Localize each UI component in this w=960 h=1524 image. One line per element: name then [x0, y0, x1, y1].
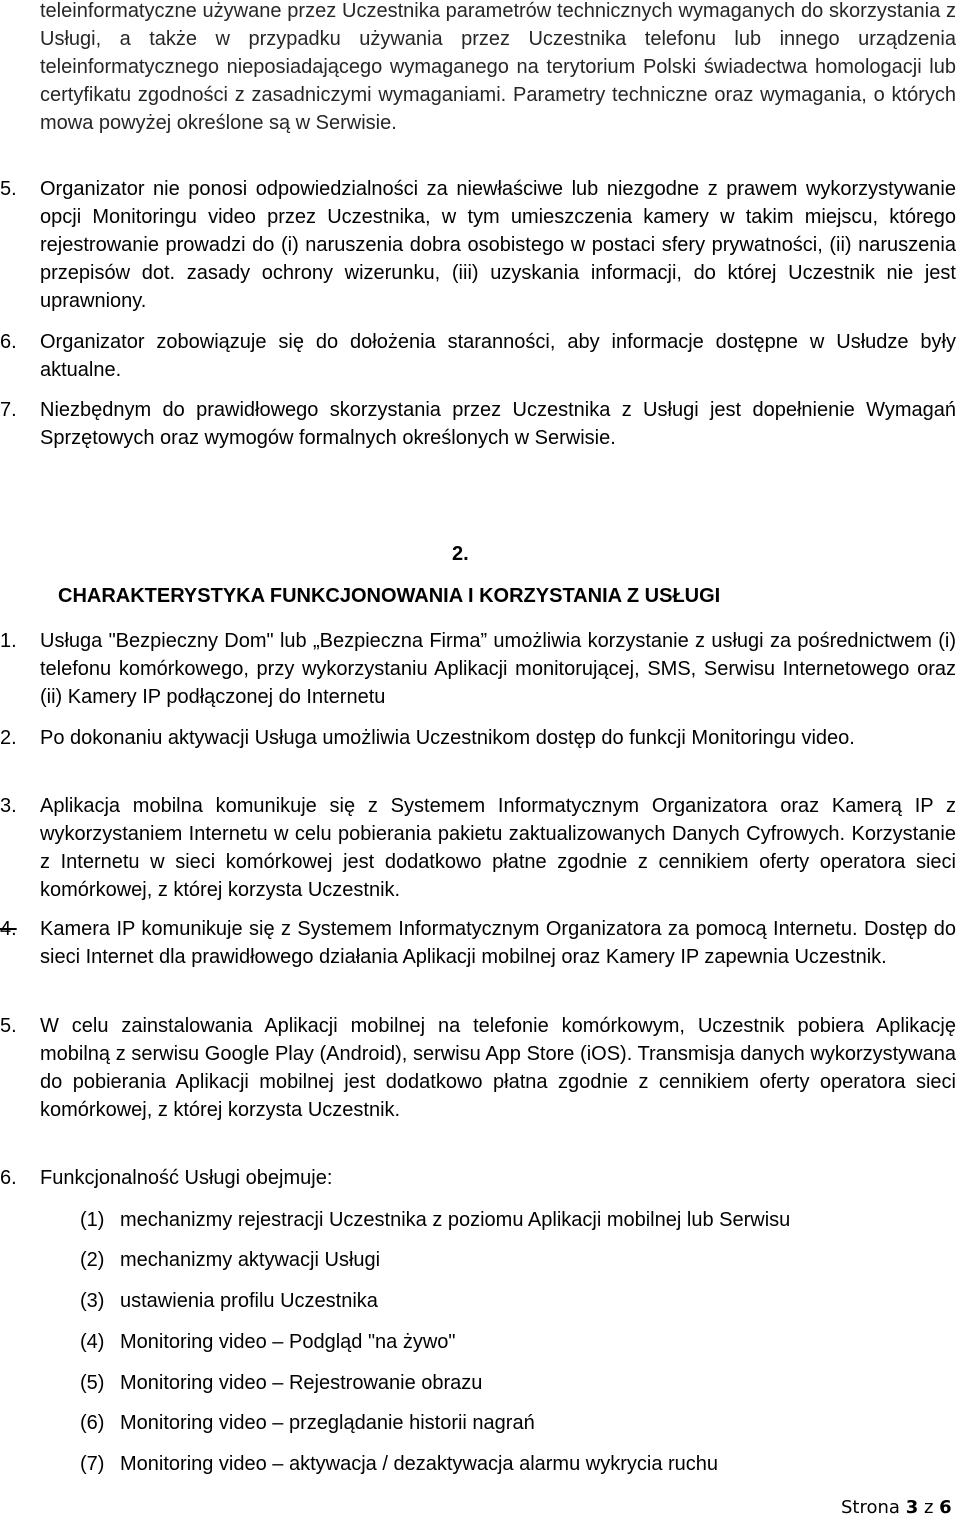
section-title: CHARAKTERYSTYKA FUNKCJONOWANIA I KORZYSTANIA Z USŁUGI [58, 585, 721, 607]
sub-list-item [80, 1369, 482, 1397]
item-number: 7. [0, 399, 17, 421]
footer-of: z [923, 1497, 934, 1518]
item-text: Kamera IP komunikuje się z Systemem Informatycznym Organizatora za pomocą Internetu. Dostęp do sieci Internet dla prawidłowego działania Aplikacji mobilnej oraz Kamery IP zapewnia Uczestnik. [40, 918, 956, 968]
item-text: Niezbędnym do prawidłowego skorzystania przez Uczestnika z Usługi jest dopełnienie Wymagań Sprzętowych oraz wymogów formalnych określonych w Serwisie. [40, 399, 956, 449]
item-number: 1. [0, 630, 17, 652]
item-text: W celu zainstalowania Aplikacji mobilnej na telefonie komórkowym, Uczestnik pobiera Aplikację mobilną z serwisu Google Play (Android), serwisu App Store (iOS). Transmisja danych wykorzystywana do pobierania Aplikacji mobilnej jest dodatkowo płatna zgodnie z cennikiem oferty operatora sieci komórkowej, z której korzysta Uczestnik. [40, 1015, 956, 1121]
item-number: 6. [0, 331, 17, 353]
sub-list-item [80, 1328, 456, 1356]
sub-item-text: Monitoring video – Podgląd "na żywo" [120, 1331, 456, 1353]
sub-item-text: Monitoring video – przeglądanie historii nagrań [120, 1412, 535, 1434]
item-number: 2. [0, 727, 17, 749]
item-text: Aplikacja mobilna komunikuje się z Systemem Informatycznym Organizatora oraz Kamerą IP z wykorzystaniem Internetu w celu pobierania pakietu zaktualizowanych Danych Cyfrowych. Korzystanie z Internetu w sieci komórkowej jest dodatkowo płatne zgodnie z cennikiem oferty operatora sieci komórkowej, z której korzysta Uczestnik. [40, 795, 956, 901]
item-number: 6. [0, 1167, 17, 1189]
sub-list-item [80, 1206, 790, 1234]
item-text: Organizator nie ponosi odpowiedzialności za niewłaściwe lub niezgodne z prawem wykorzystywanie opcji Monitoringu video przez Uczestnika, w tym umieszczenia kamery w takim miejscu, którego rejestrowanie prowadzi do (i) naruszenia dobra osobistego w postaci sfery prywatności, (ii) naruszenia przepisów dot. zasady ochrony wizerunku, (iii) uzyskania informacji, do której Uczestnik nie jest uprawniony. [40, 178, 956, 312]
sub-item-text: ustawienia profilu Uczestnika [120, 1290, 378, 1312]
sub-item-number: (6) [80, 1412, 105, 1434]
item-number: 5. [0, 178, 17, 200]
footer-total: 6 [939, 1497, 952, 1518]
sub-list-item [80, 1246, 380, 1274]
sub-item-text: mechanizmy rejestracji Uczestnika z poziomu Aplikacji mobilnej lub Serwisu [120, 1209, 791, 1231]
intro-paragraph: teleinformatyczne używane przez Uczestnika parametrów technicznych wymaganych do skorzystania z Usługi, a także w przypadku używania przez Uczestnika telefonu lub innego urządzenia teleinformatycznego nieposiadającego wymaganego na terytorium Polski świadectwa homologacji lub certyfikatu zgodności z zasadniczymi wymaganiami. Parametry techniczne oraz wymagania, o których mowa powyżej określone są w Serwisie. [40, 0, 956, 134]
sub-item-number: (1) [80, 1209, 105, 1231]
item-text: Funkcjonalność Usługi obejmuje: [40, 1167, 333, 1189]
sub-item-number: (5) [80, 1372, 105, 1394]
sub-item-text: mechanizmy aktywacji Usługi [120, 1249, 381, 1271]
footer-label: Strona [841, 1497, 900, 1518]
sub-list-item [80, 1450, 718, 1478]
item-number: 5. [0, 1015, 17, 1037]
sub-list-item [80, 1287, 378, 1315]
item-number: 3. [0, 795, 17, 817]
section-number: 2. [452, 543, 469, 565]
sub-list-item [80, 1409, 535, 1437]
item-text: Organizator zobowiązuje się do dołożenia staranności, aby informacje dostępne w Usłudze były aktualne. [40, 331, 956, 381]
page-footer [841, 1497, 952, 1519]
item-text: Usługa "Bezpieczny Dom" lub „Bezpieczna Firma” umożliwia korzystanie z usługi za pośrednictwem (i) telefonu komórkowego, przy wykorzystaniu Aplikacji monitorującej, SMS, Serwisu Internetowego oraz (ii) Kamery IP podłączonej do Internetu [40, 630, 956, 708]
sub-item-text: Monitoring video – Rejestrowanie obrazu [120, 1372, 483, 1394]
sub-item-number: (2) [80, 1249, 105, 1271]
sub-item-text: Monitoring video – aktywacja / dezaktywacja alarmu wykrycia ruchu [120, 1453, 719, 1475]
sub-item-number: (4) [80, 1331, 105, 1353]
sub-item-number: (7) [80, 1453, 105, 1475]
item-text: Po dokonaniu aktywacji Usługa umożliwia Uczestnikom dostęp do funkcji Monitoringu video. [40, 727, 855, 749]
sub-item-number: (3) [80, 1290, 105, 1312]
item-number: 4. [0, 918, 17, 940]
footer-page: 3 [905, 1497, 919, 1518]
